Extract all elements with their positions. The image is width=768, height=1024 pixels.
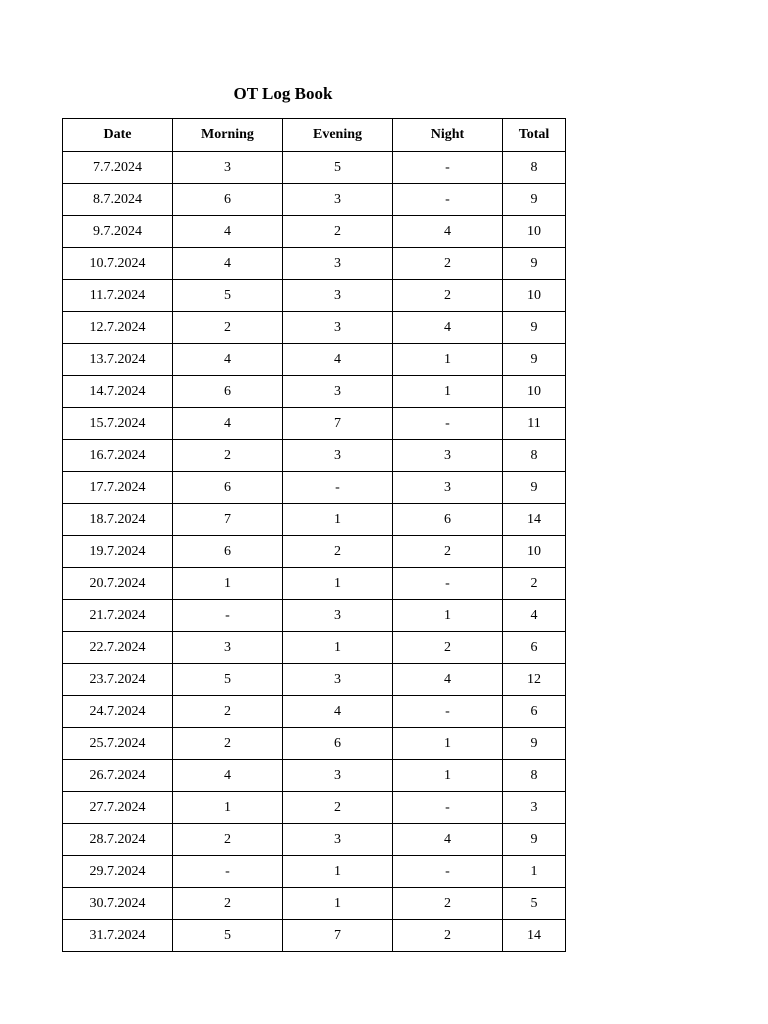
night-cell: - [393, 152, 503, 184]
table-row [63, 600, 566, 632]
evening-cell: 3 [283, 280, 393, 312]
morning-cell: 7 [173, 504, 283, 536]
night-cell: 4 [393, 824, 503, 856]
table-row [63, 696, 566, 728]
night-cell: - [393, 184, 503, 216]
night-cell: - [393, 856, 503, 888]
table-row [63, 888, 566, 920]
date-cell: 11.7.2024 [63, 280, 173, 312]
table-row [63, 344, 566, 376]
morning-cell: 4 [173, 408, 283, 440]
total-cell: 10 [503, 280, 566, 312]
total-cell: 9 [503, 472, 566, 504]
morning-cell: 6 [173, 376, 283, 408]
date-cell: 16.7.2024 [63, 440, 173, 472]
morning-cell: 5 [173, 664, 283, 696]
night-cell: - [393, 792, 503, 824]
total-cell: 8 [503, 760, 566, 792]
table-row [63, 728, 566, 760]
night-cell: 4 [393, 664, 503, 696]
night-cell: 1 [393, 760, 503, 792]
date-cell: 13.7.2024 [63, 344, 173, 376]
date-cell: 17.7.2024 [63, 472, 173, 504]
table-row [63, 920, 566, 952]
total-cell: 9 [503, 248, 566, 280]
morning-cell: 2 [173, 696, 283, 728]
table-row [63, 408, 566, 440]
morning-cell: 3 [173, 632, 283, 664]
date-cell: 29.7.2024 [63, 856, 173, 888]
evening-cell: 3 [283, 440, 393, 472]
morning-cell: 4 [173, 760, 283, 792]
date-cell: 25.7.2024 [63, 728, 173, 760]
total-cell: 5 [503, 888, 566, 920]
date-cell: 14.7.2024 [63, 376, 173, 408]
morning-cell: 2 [173, 824, 283, 856]
evening-cell: 5 [283, 152, 393, 184]
evening-cell: 3 [283, 376, 393, 408]
date-cell: 23.7.2024 [63, 664, 173, 696]
date-cell: 31.7.2024 [63, 920, 173, 952]
document-title: OT Log Book [233, 84, 333, 103]
table-header [63, 119, 566, 152]
evening-cell: 2 [283, 536, 393, 568]
column-header-morning: Morning [173, 119, 283, 152]
date-cell: 12.7.2024 [63, 312, 173, 344]
morning-cell: 1 [173, 568, 283, 600]
evening-cell: 4 [283, 696, 393, 728]
total-cell: 10 [503, 216, 566, 248]
date-cell: 22.7.2024 [63, 632, 173, 664]
table-row [63, 536, 566, 568]
date-cell: 20.7.2024 [63, 568, 173, 600]
evening-cell: - [283, 472, 393, 504]
night-cell: 1 [393, 344, 503, 376]
table-row [63, 568, 566, 600]
night-cell: 1 [393, 728, 503, 760]
evening-cell: 7 [283, 408, 393, 440]
table-row [63, 248, 566, 280]
total-cell: 12 [503, 664, 566, 696]
table-row [63, 216, 566, 248]
total-cell: 11 [503, 408, 566, 440]
date-cell: 8.7.2024 [63, 184, 173, 216]
date-cell: 18.7.2024 [63, 504, 173, 536]
morning-cell: 4 [173, 248, 283, 280]
evening-cell: 2 [283, 792, 393, 824]
total-cell: 2 [503, 568, 566, 600]
morning-cell: 1 [173, 792, 283, 824]
date-cell: 28.7.2024 [63, 824, 173, 856]
table-row [63, 664, 566, 696]
evening-cell: 7 [283, 920, 393, 952]
date-cell: 15.7.2024 [63, 408, 173, 440]
date-cell: 24.7.2024 [63, 696, 173, 728]
night-cell: 2 [393, 920, 503, 952]
date-cell: 30.7.2024 [63, 888, 173, 920]
night-cell: 4 [393, 312, 503, 344]
table-row [63, 760, 566, 792]
morning-cell: 6 [173, 536, 283, 568]
date-cell: 7.7.2024 [63, 152, 173, 184]
night-cell: 1 [393, 600, 503, 632]
header-row [63, 119, 566, 152]
column-header-total: Total [503, 119, 566, 152]
evening-cell: 1 [283, 504, 393, 536]
total-cell: 4 [503, 600, 566, 632]
total-cell: 1 [503, 856, 566, 888]
morning-cell: 3 [173, 152, 283, 184]
night-cell: 1 [393, 376, 503, 408]
table-body [63, 152, 566, 952]
morning-cell: 2 [173, 728, 283, 760]
total-cell: 9 [503, 184, 566, 216]
morning-cell: 4 [173, 344, 283, 376]
night-cell: 2 [393, 536, 503, 568]
total-cell: 14 [503, 504, 566, 536]
date-cell: 26.7.2024 [63, 760, 173, 792]
evening-cell: 3 [283, 248, 393, 280]
morning-cell: 6 [173, 472, 283, 504]
table-row [63, 184, 566, 216]
night-cell: - [393, 696, 503, 728]
evening-cell: 3 [283, 664, 393, 696]
table-row [63, 376, 566, 408]
night-cell: 3 [393, 472, 503, 504]
date-cell: 10.7.2024 [63, 248, 173, 280]
table-row [63, 792, 566, 824]
evening-cell: 3 [283, 184, 393, 216]
evening-cell: 4 [283, 344, 393, 376]
table-row [63, 440, 566, 472]
evening-cell: 1 [283, 888, 393, 920]
evening-cell: 3 [283, 600, 393, 632]
evening-cell: 3 [283, 760, 393, 792]
total-cell: 10 [503, 376, 566, 408]
night-cell: 6 [393, 504, 503, 536]
night-cell: 2 [393, 888, 503, 920]
column-header-evening: Evening [283, 119, 393, 152]
date-cell: 21.7.2024 [63, 600, 173, 632]
ot-log-table [62, 118, 566, 952]
column-header-date: Date [63, 119, 173, 152]
night-cell: 2 [393, 280, 503, 312]
morning-cell: 2 [173, 440, 283, 472]
evening-cell: 2 [283, 216, 393, 248]
date-cell: 27.7.2024 [63, 792, 173, 824]
table-row [63, 632, 566, 664]
evening-cell: 3 [283, 824, 393, 856]
total-cell: 9 [503, 312, 566, 344]
date-cell: 19.7.2024 [63, 536, 173, 568]
table-row [63, 312, 566, 344]
evening-cell: 1 [283, 856, 393, 888]
table-row [63, 824, 566, 856]
total-cell: 8 [503, 440, 566, 472]
morning-cell: 2 [173, 312, 283, 344]
total-cell: 9 [503, 344, 566, 376]
total-cell: 8 [503, 152, 566, 184]
table-row [63, 504, 566, 536]
date-cell: 9.7.2024 [63, 216, 173, 248]
night-cell: - [393, 568, 503, 600]
morning-cell: 6 [173, 184, 283, 216]
total-cell: 9 [503, 728, 566, 760]
table-row [63, 280, 566, 312]
total-cell: 3 [503, 792, 566, 824]
night-cell: 2 [393, 632, 503, 664]
morning-cell: 5 [173, 280, 283, 312]
evening-cell: 6 [283, 728, 393, 760]
column-header-night: Night [393, 119, 503, 152]
total-cell: 10 [503, 536, 566, 568]
morning-cell: - [173, 600, 283, 632]
total-cell: 9 [503, 824, 566, 856]
total-cell: 14 [503, 920, 566, 952]
table-row [63, 152, 566, 184]
morning-cell: 5 [173, 920, 283, 952]
morning-cell: 4 [173, 216, 283, 248]
total-cell: 6 [503, 632, 566, 664]
night-cell: 3 [393, 440, 503, 472]
night-cell: 4 [393, 216, 503, 248]
evening-cell: 1 [283, 568, 393, 600]
morning-cell: 2 [173, 888, 283, 920]
evening-cell: 3 [283, 312, 393, 344]
table-row [63, 856, 566, 888]
night-cell: 2 [393, 248, 503, 280]
evening-cell: 1 [283, 632, 393, 664]
total-cell: 6 [503, 696, 566, 728]
morning-cell: - [173, 856, 283, 888]
night-cell: - [393, 408, 503, 440]
table-row [63, 472, 566, 504]
